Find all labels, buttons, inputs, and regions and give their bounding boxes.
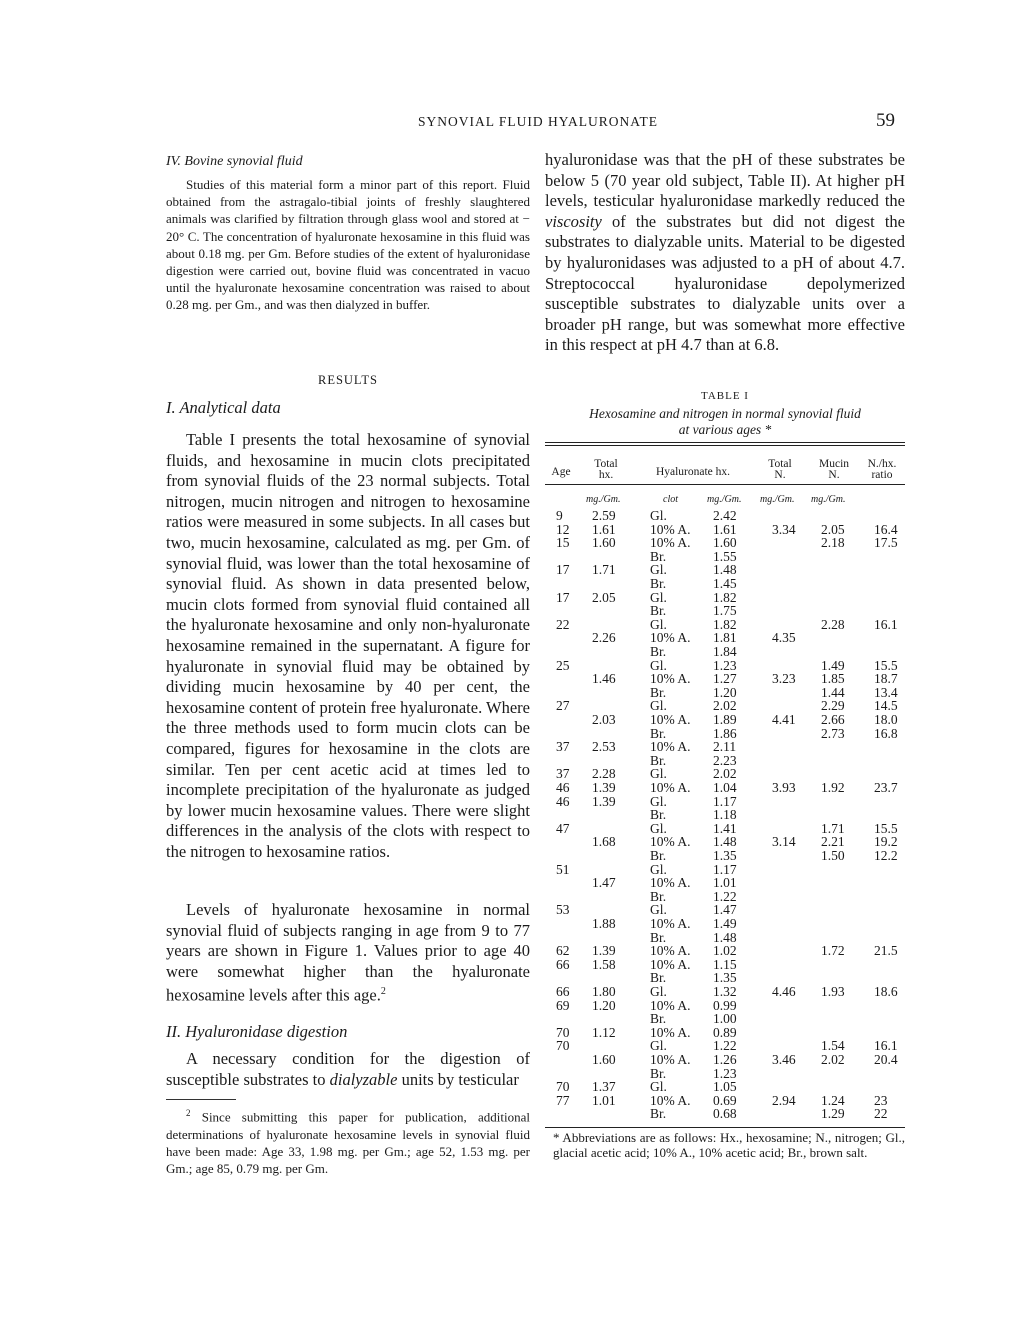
cell-clot: 10% A.	[650, 875, 691, 891]
cell-hyaluronate-hx: 1.48	[713, 562, 737, 578]
cell-total-hx: 2.26	[592, 630, 616, 646]
cell-hyaluronate-hx: 1.26	[713, 1052, 737, 1067]
cell-clot: 10% A.	[650, 780, 691, 795]
cell-total-n: 2.94	[772, 1092, 796, 1108]
cell-ratio: 22	[874, 1106, 888, 1122]
cell-age: 66	[556, 956, 570, 972]
header-mucin-n-line1: Mucin	[818, 458, 850, 470]
cell-clot: Gl.	[650, 589, 667, 605]
cell-clot: 10% A.	[650, 630, 691, 646]
cell-hyaluronate-hx: 1.48	[713, 929, 737, 945]
header-hyaluronate-hx: Hyaluronate hx.	[655, 466, 731, 478]
table-footnote: * Abbreviations are as follows: Hx., hexosamine; N., nitrogen; Gl., glacial acetic acid; 10% A., 10% acetic acid; Br., brown salt.	[553, 1130, 905, 1160]
cell-hyaluronate-hx: 2.42	[713, 508, 737, 523]
cell-clot: Br.	[650, 752, 667, 768]
cell-clot: Br.	[650, 848, 667, 863]
cell-hyaluronate-hx: 1.22	[713, 1038, 737, 1054]
cell-clot: 10% A.	[650, 943, 691, 959]
cell-ratio: 15.5	[874, 657, 898, 673]
cell-hyaluronate-hx: 1.82	[713, 616, 737, 632]
right-text-a: hyaluronidase was that the pH of these substrates be below 5 (70 year old subject, Table II). At higher pH levels, testicular hyaluronidase markedly reduced the	[545, 150, 905, 211]
cell-total-hx: 1.71	[592, 562, 616, 578]
cell-hyaluronate-hx: 1.35	[713, 970, 737, 986]
cell-mucin-n: 1.29	[821, 1106, 845, 1122]
cell-total-hx: 1.68	[592, 834, 616, 850]
cell-clot: Gl.	[650, 766, 667, 782]
cell-age: 53	[556, 902, 570, 918]
cell-mucin-n: 2.02	[821, 1052, 845, 1067]
cell-clot: Gl.	[650, 902, 667, 918]
table-caption-line-1: Hexosamine and nitrogen in normal synovial fluid	[589, 406, 861, 421]
cell-total-hx: 2.28	[592, 766, 616, 782]
cell-clot: 10% A.	[650, 956, 691, 972]
cell-ratio: 15.5	[874, 820, 898, 836]
cell-ratio: 16.4	[874, 521, 898, 537]
header-total-hx-line2: hx.	[598, 469, 614, 481]
cell-mucin-n: 1.72	[821, 943, 845, 959]
section-ii-text-a: A necessary condition for the digestion of susceptible substrates to	[166, 1049, 530, 1089]
cell-hyaluronate-hx: 1.61	[713, 521, 737, 537]
cell-mucin-n: 1.71	[821, 820, 845, 836]
cell-clot: Gl.	[650, 793, 667, 809]
cell-mucin-n: 1.24	[821, 1092, 845, 1108]
cell-hyaluronate-hx: 1.45	[713, 576, 737, 591]
cell-hyaluronate-hx: 1.23	[713, 657, 737, 673]
cell-clot: Gl.	[650, 562, 667, 578]
table-label: TABLE I	[701, 390, 749, 402]
header-total-n-line1: Total	[768, 458, 792, 470]
cell-hyaluronate-hx: 2.02	[713, 698, 737, 714]
header-mucin-n	[813, 459, 855, 481]
cell-ratio: 20.4	[874, 1052, 898, 1067]
cell-hyaluronate-hx: 0.99	[713, 997, 737, 1013]
running-title: SYNOVIAL FLUID HYALURONATE	[418, 114, 658, 129]
cell-hyaluronate-hx: 1.35	[713, 848, 737, 863]
header-ratio-line1: N./hx.	[867, 458, 897, 470]
cell-mucin-n: 2.28	[821, 616, 845, 632]
cell-clot: Gl.	[650, 616, 667, 632]
cell-total-hx: 1.60	[592, 535, 616, 551]
header-ratio	[862, 459, 902, 481]
cell-mucin-n: 1.50	[821, 848, 845, 863]
cell-hyaluronate-hx: 1.04	[713, 780, 737, 795]
cell-clot: Gl.	[650, 1079, 667, 1095]
cell-hyaluronate-hx: 1.81	[713, 630, 737, 646]
cell-hyaluronate-hx: 1.05	[713, 1079, 737, 1095]
table-caption-line-2: at various ages *	[678, 422, 772, 437]
section-ii-title: II. Hyaluronidase digestion	[166, 1022, 348, 1041]
cell-hyaluronate-hx: 2.23	[713, 752, 737, 768]
cell-ratio: 16.1	[874, 1038, 898, 1054]
cell-clot: 10% A.	[650, 671, 691, 687]
section-iv-text: Studies of this material form a minor part of this report. Fluid obtained from the astragalo-tibial joints of freshly slaughtered animals was clarified by filtration through glass wool and stored at − 20° C. The concentration of hyaluronate hexosamine in this fluid was about 0.18 mg. per Gm. Before studies of the extent of hyaluronidase digestion were carried out, bovine fluid was concentrated in vacuo until the hyaluronate hexosamine concentration was raised to about 0.28 mg. per Gm., and was then dialyzed in buffer.	[166, 177, 530, 313]
cell-age: 25	[556, 657, 570, 673]
cell-clot: Br.	[650, 1065, 667, 1081]
section-i-paragraph-1	[166, 430, 530, 862]
cell-hyaluronate-hx: 1.23	[713, 1065, 737, 1081]
running-header	[0, 110, 1020, 136]
section-iv-paragraph	[166, 176, 530, 314]
cell-clot: 10% A.	[650, 1052, 691, 1067]
section-ii-text-em: dialyzable	[329, 1069, 398, 1089]
cell-mucin-n: 1.44	[821, 684, 845, 700]
cell-ratio: 18.6	[874, 984, 898, 999]
cell-age: 46	[556, 780, 570, 795]
cell-clot: Br.	[650, 888, 667, 904]
cell-hyaluronate-hx: 1.60	[713, 535, 737, 551]
cell-clot: Br.	[650, 1106, 667, 1122]
cell-mucin-n: 2.66	[821, 712, 845, 727]
cell-total-hx: 1.39	[592, 793, 616, 809]
section-i-text-1: Table I presents the total hexosamine of synovial fluids, and hexosamine in mucin clots precipitated from synovial fluids of the 23 normal subjects. Total nitrogen, mucin nitrogen and nitrogen to hexosamine ratios were measured in some subjects. In all cases but two, mucin hexosamine, calculated as mg. per Gm. of synovial fluid, was lower than the total hexosamine of synovial fluid. As shown in data presented below, mucin clots formed from synovial fluid contained all the hyaluronate hexosamine and only non-hyaluronate hexosamine remained in the supernatant. A figure for hyaluronate in synovial fluid may be obtained by dividing mucin hexosamine by 40 per cent, the hexosamine content of protein free hyaluronate. Where the three methods used to form mucin clots can be compared, figures for hexosamine in the clots are similar. Ten per cent acetic acid at times led to incomplete precipitation of the hyaluronate as judged by lower mucin hexosamine values. There were slight differences in the analysis of the clots with respect to the nitrogen to hexosamine ratios.	[166, 430, 530, 861]
cell-ratio: 16.8	[874, 725, 898, 741]
cell-total-hx: 1.47	[592, 875, 616, 891]
cell-mucin-n: 2.73	[821, 725, 845, 741]
cell-total-hx: 1.37	[592, 1079, 616, 1095]
cell-total-hx: 1.20	[592, 997, 616, 1013]
header-total-hx-line1: Total	[594, 458, 618, 470]
cell-hyaluronate-hx: 1.15	[713, 956, 737, 972]
table-caption	[545, 406, 905, 438]
cell-mucin-n: 1.93	[821, 984, 845, 999]
units-hyaluronate-hx: mg./Gm.	[707, 494, 742, 505]
cell-hyaluronate-hx: 1.82	[713, 589, 737, 605]
cell-clot: Gl.	[650, 861, 667, 877]
cell-age: 62	[556, 943, 570, 959]
cell-age: 70	[556, 1079, 570, 1095]
section-i-text-2: Levels of hyaluronate hexosamine in normal synovial fluid of subjects ranging in age from 9 to 77 years are shown in Figure 1. Values prior to age 40 were somewhat higher than the hyaluronate hexosamine levels after this age.	[166, 900, 530, 1005]
cell-total-hx: 1.88	[592, 916, 616, 931]
section-ii-text-b: units by testicular	[397, 1069, 519, 1089]
right-text-em: viscosity	[545, 211, 602, 231]
cell-hyaluronate-hx: 1.32	[713, 984, 737, 999]
cell-hyaluronate-hx: 1.47	[713, 902, 737, 918]
cell-clot: Br.	[650, 684, 667, 700]
cell-clot: 10% A.	[650, 535, 691, 551]
table-top-rule-2	[545, 445, 905, 446]
cell-age: 37	[556, 739, 570, 755]
cell-total-hx: 1.80	[592, 984, 616, 999]
cell-mucin-n: 1.85	[821, 671, 845, 687]
cell-mucin-n: 2.18	[821, 535, 845, 551]
cell-total-hx: 2.03	[592, 712, 616, 727]
cell-total-hx: 2.59	[592, 508, 616, 523]
cell-total-hx: 2.53	[592, 739, 616, 755]
cell-total-n: 3.46	[772, 1052, 796, 1067]
cell-ratio: 23.7	[874, 780, 898, 795]
cell-clot: Gl.	[650, 508, 667, 523]
header-total-n	[760, 459, 800, 481]
cell-clot: Br.	[650, 929, 667, 945]
cell-mucin-n: 1.49	[821, 657, 845, 673]
cell-hyaluronate-hx: 1.75	[713, 603, 737, 619]
section-i-title: I. Analytical data	[166, 398, 281, 417]
footnote-text: Since submitting this paper for publication, additional determinations of hyaluronate hexosamine levels in synovial fluid have been made: Age 33, 1.98 mg. per Gm.; age 52, 1.53 mg. per Gm.; age 85, 0.79 mg. per Gm.	[166, 1109, 530, 1176]
cell-total-n: 4.41	[772, 712, 796, 727]
results-heading: RESULTS	[317, 373, 379, 387]
footnote-ref: 2	[380, 986, 386, 998]
footnote-rule	[166, 1099, 236, 1100]
cell-ratio: 21.5	[874, 943, 898, 959]
cell-age: 77	[556, 1092, 570, 1108]
cell-clot: Gl.	[650, 1038, 667, 1054]
cell-hyaluronate-hx: 1.02	[713, 943, 737, 959]
cell-hyaluronate-hx: 1.17	[713, 793, 737, 809]
cell-hyaluronate-hx: 1.22	[713, 888, 737, 904]
cell-total-hx: 1.46	[592, 671, 616, 687]
cell-age: 22	[556, 616, 570, 632]
cell-total-hx: 1.12	[592, 1024, 616, 1040]
cell-mucin-n: 2.21	[821, 834, 845, 850]
cell-clot: Br.	[650, 970, 667, 986]
cell-total-hx: 1.39	[592, 780, 616, 795]
header-total-hx	[586, 459, 626, 481]
section-iv-title: IV. Bovine synovial fluid	[166, 154, 303, 169]
table-top-rule	[545, 442, 905, 443]
cell-age: 69	[556, 997, 570, 1013]
cell-hyaluronate-hx: 1.48	[713, 834, 737, 850]
cell-age: 51	[556, 861, 570, 877]
cell-age: 15	[556, 535, 570, 551]
cell-total-hx: 1.61	[592, 521, 616, 537]
header-total-n-line2: N.	[774, 469, 786, 481]
cell-hyaluronate-hx: 1.17	[713, 861, 737, 877]
cell-hyaluronate-hx: 1.84	[713, 644, 737, 659]
cell-total-hx: 1.01	[592, 1092, 616, 1108]
cell-hyaluronate-hx: 0.68	[713, 1106, 737, 1122]
cell-age: 9	[556, 508, 563, 523]
units-total-hx: mg./Gm.	[586, 494, 621, 505]
footnote	[166, 1105, 530, 1177]
units-total-n: mg./Gm.	[760, 494, 795, 505]
cell-clot: Gl.	[650, 984, 667, 999]
cell-clot: Br.	[650, 1011, 667, 1027]
cell-clot: Br.	[650, 725, 667, 741]
cell-clot: Br.	[650, 548, 667, 564]
header-mucin-n-line2: N.	[828, 469, 840, 481]
cell-clot: Gl.	[650, 657, 667, 673]
cell-clot: 10% A.	[650, 997, 691, 1013]
cell-clot: Br.	[650, 603, 667, 619]
cell-total-n: 4.35	[772, 630, 796, 646]
cell-clot: Br.	[650, 807, 667, 823]
cell-hyaluronate-hx: 1.41	[713, 820, 737, 836]
cell-hyaluronate-hx: 0.69	[713, 1092, 737, 1108]
cell-age: 12	[556, 521, 570, 537]
cell-total-hx: 1.60	[592, 1052, 616, 1067]
header-age: Age	[551, 466, 571, 478]
section-i-paragraph-2	[166, 900, 530, 1006]
cell-clot: Br.	[650, 576, 667, 591]
cell-clot: Br.	[650, 644, 667, 659]
cell-clot: 10% A.	[650, 521, 691, 537]
cell-mucin-n: 1.92	[821, 780, 845, 795]
cell-ratio: 19.2	[874, 834, 898, 850]
cell-age: 17	[556, 589, 570, 605]
cell-hyaluronate-hx: 1.18	[713, 807, 737, 823]
cell-total-n: 3.93	[772, 780, 796, 795]
cell-age: 27	[556, 698, 570, 714]
cell-clot: 10% A.	[650, 916, 691, 931]
cell-hyaluronate-hx: 0.89	[713, 1024, 737, 1040]
cell-total-n: 4.46	[772, 984, 796, 999]
section-ii-paragraph	[166, 1049, 530, 1090]
cell-total-hx: 1.58	[592, 956, 616, 972]
cell-total-n: 3.14	[772, 834, 796, 850]
cell-ratio: 13.4	[874, 684, 898, 700]
cell-mucin-n: 1.54	[821, 1038, 845, 1054]
right-text-b: of the substrates but did not digest the substrates to dialyzable units. Material to be digested by hyaluronidases was adjusted to a pH of about 4.7. Streptococcal hyaluronidase depolymerized susceptible substrates to dialyzable units over a broader pH range, but was somewhat more effective in this respect at pH 4.7 than at 6.8.	[545, 211, 905, 355]
cell-ratio: 18.7	[874, 671, 898, 687]
cell-ratio: 23	[874, 1092, 888, 1108]
cell-mucin-n: 2.05	[821, 521, 845, 537]
cell-age: 37	[556, 766, 570, 782]
cell-clot: Gl.	[650, 820, 667, 836]
cell-hyaluronate-hx: 1.01	[713, 875, 737, 891]
cell-hyaluronate-hx: 2.11	[713, 739, 737, 755]
page-number: 59	[876, 110, 895, 131]
cell-ratio: 16.1	[874, 616, 898, 632]
cell-ratio: 12.2	[874, 848, 898, 863]
header-ratio-line2: ratio	[871, 469, 893, 481]
cell-hyaluronate-hx: 1.55	[713, 548, 737, 564]
cell-hyaluronate-hx: 1.89	[713, 712, 737, 727]
cell-mucin-n: 2.29	[821, 698, 845, 714]
cell-hyaluronate-hx: 1.20	[713, 684, 737, 700]
cell-hyaluronate-hx: 1.86	[713, 725, 737, 741]
cell-clot: 10% A.	[650, 739, 691, 755]
cell-total-n: 3.23	[772, 671, 796, 687]
table-bottom-rule	[545, 1127, 905, 1128]
cell-age: 66	[556, 984, 570, 999]
units-mucin-n: mg./Gm.	[811, 494, 846, 505]
cell-hyaluronate-hx: 1.49	[713, 916, 737, 931]
cell-age: 70	[556, 1038, 570, 1054]
units-clot: clot	[663, 494, 678, 505]
cell-total-hx: 1.39	[592, 943, 616, 959]
cell-ratio: 18.0	[874, 712, 898, 727]
cell-age: 46	[556, 793, 570, 809]
cell-age: 70	[556, 1024, 570, 1040]
cell-hyaluronate-hx: 1.00	[713, 1011, 737, 1027]
right-paragraph	[545, 150, 905, 356]
cell-ratio: 17.5	[874, 535, 898, 551]
cell-age: 47	[556, 820, 570, 836]
cell-clot: 10% A.	[650, 1092, 691, 1108]
cell-age: 17	[556, 562, 570, 578]
table-header-rule	[545, 484, 905, 485]
cell-clot: 10% A.	[650, 1024, 691, 1040]
cell-hyaluronate-hx: 1.27	[713, 671, 737, 687]
cell-clot: Gl.	[650, 698, 667, 714]
cell-total-hx: 2.05	[592, 589, 616, 605]
cell-hyaluronate-hx: 2.02	[713, 766, 737, 782]
cell-clot: 10% A.	[650, 834, 691, 850]
cell-clot: 10% A.	[650, 712, 691, 727]
cell-total-n: 3.34	[772, 521, 796, 537]
cell-ratio: 14.5	[874, 698, 898, 714]
footnote-mark: 2	[186, 1108, 191, 1118]
